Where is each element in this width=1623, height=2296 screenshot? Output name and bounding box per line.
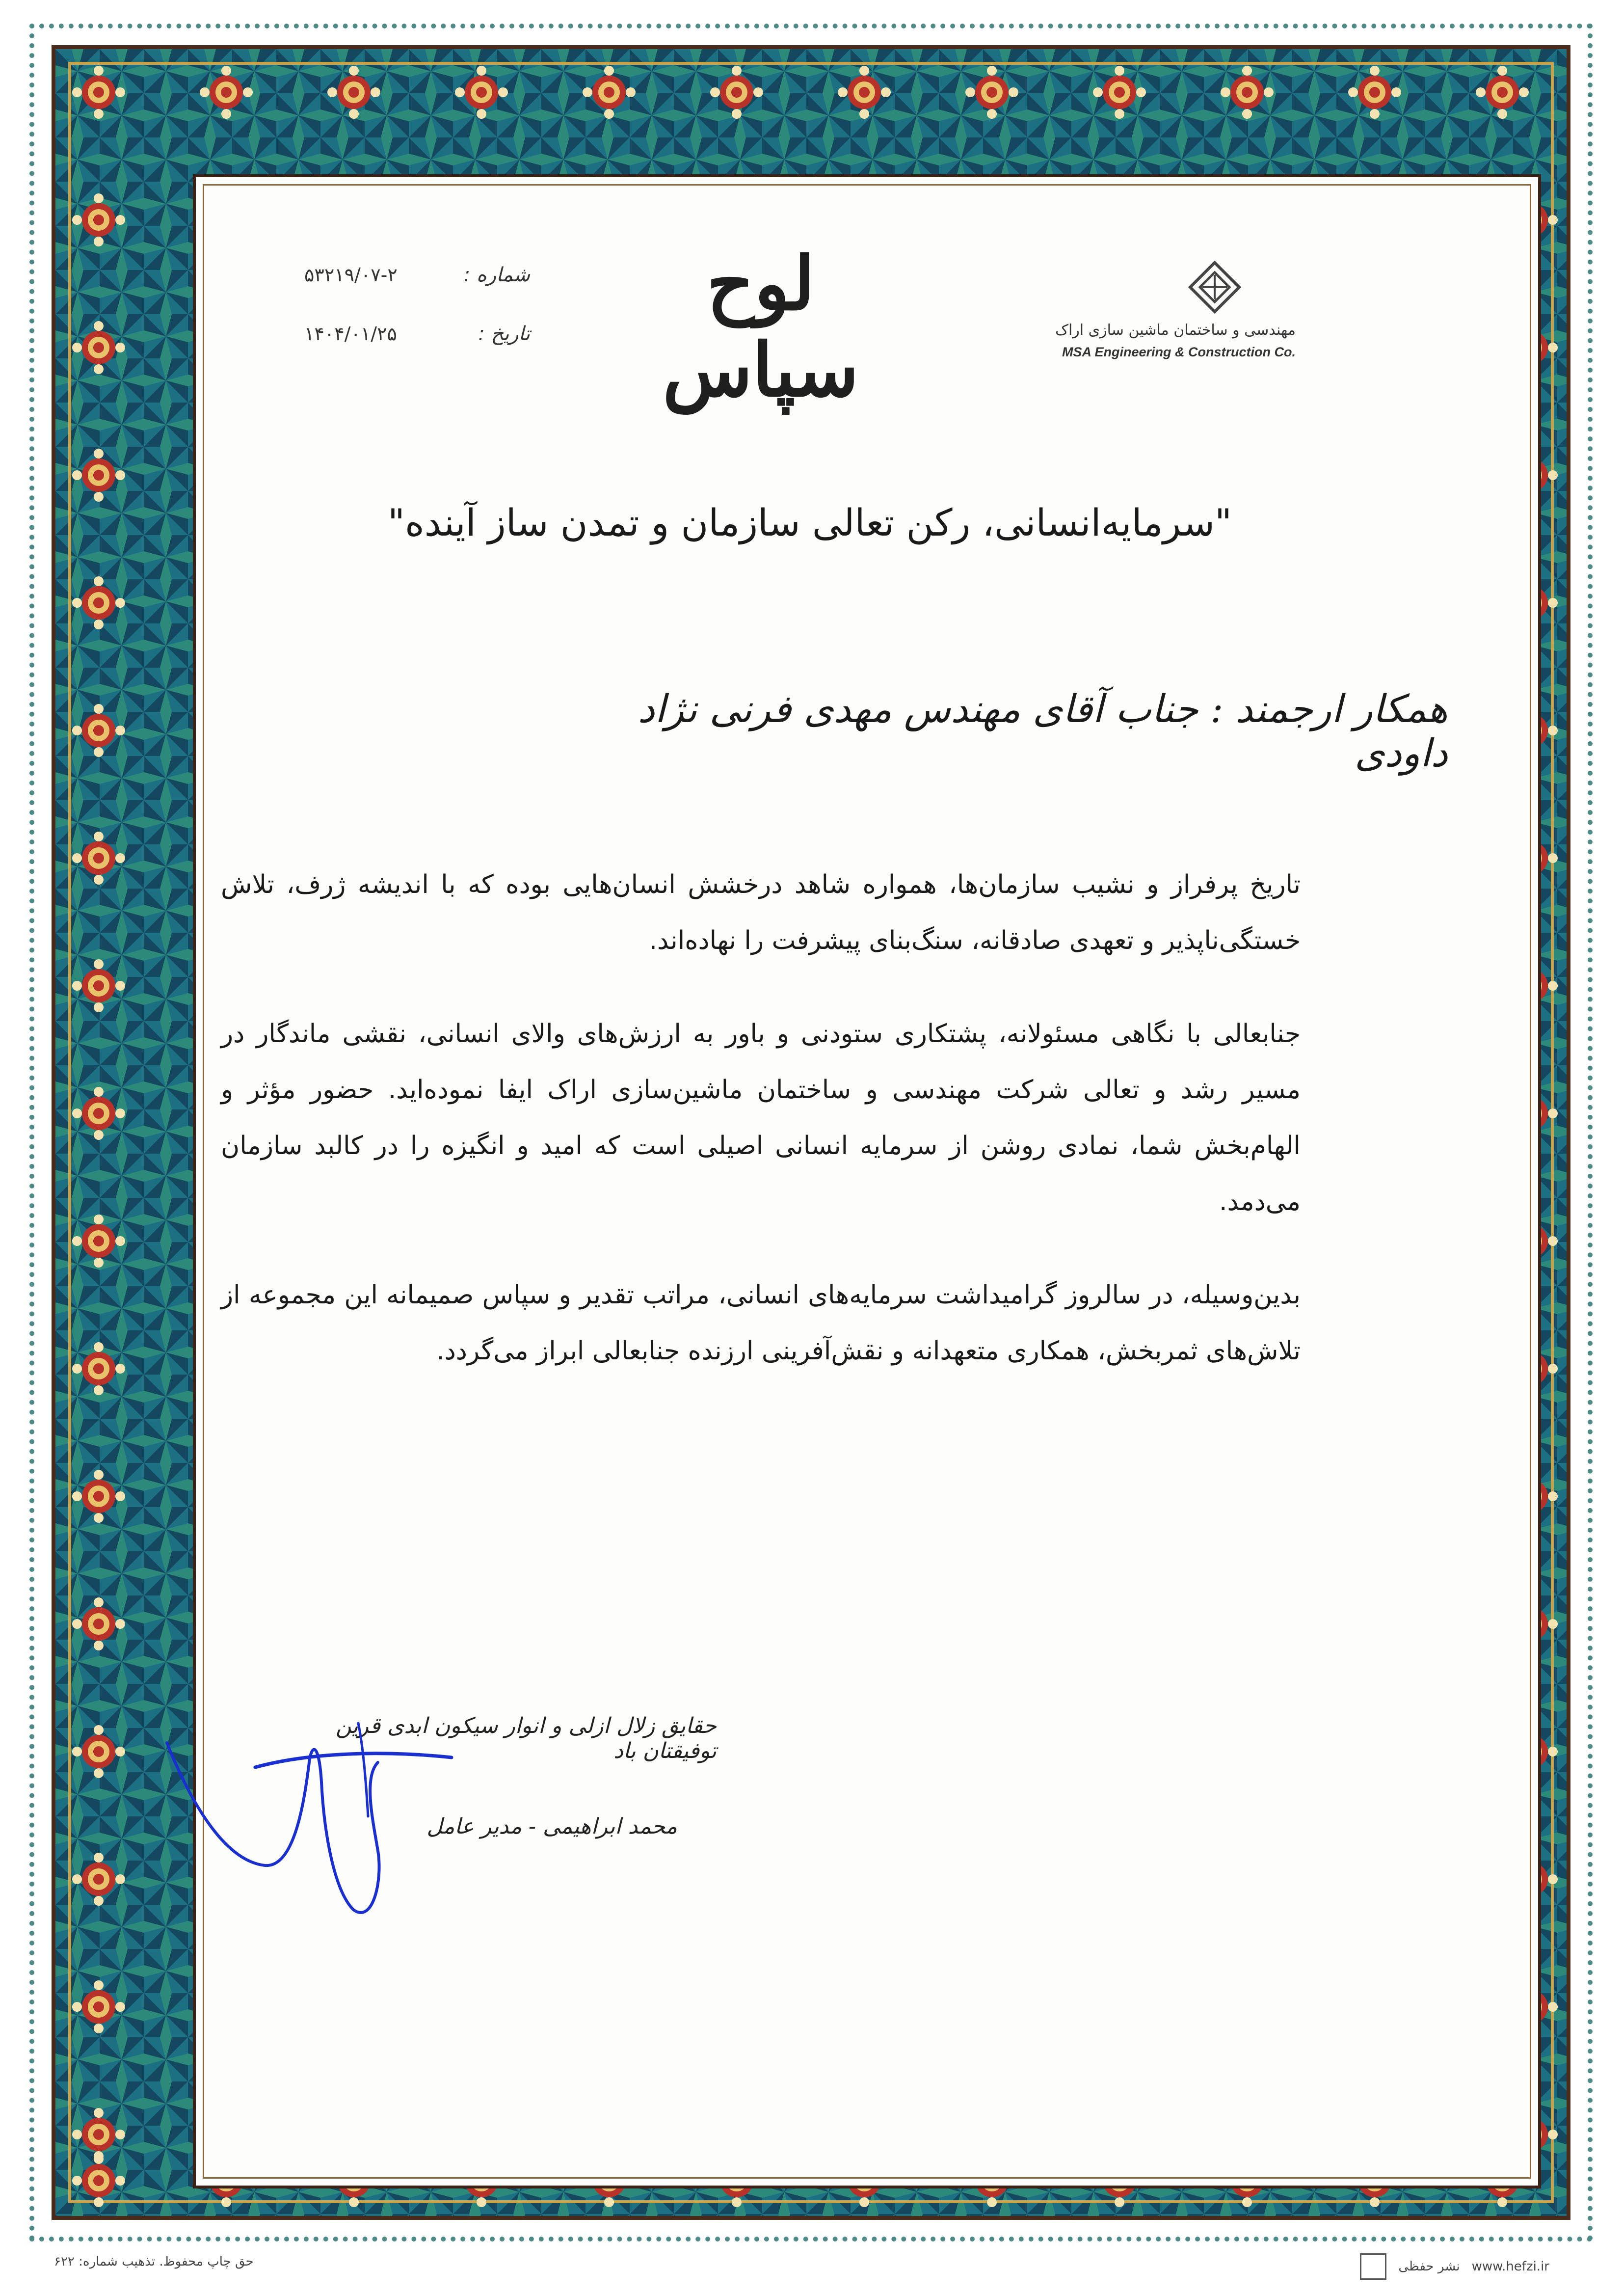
letter-body bbox=[221, 857, 1301, 1416]
frame-rosette bbox=[1221, 66, 1274, 119]
certificate-title bbox=[613, 211, 908, 413]
frame-rosette bbox=[72, 449, 125, 502]
frame-rosette bbox=[72, 704, 125, 757]
addressee: همکار ارجمند : جناب آقای مهندس مهدی فرنی نژاد داودی bbox=[638, 687, 1448, 776]
date-value: ۱۴۰۴/۰۱/۲۵ bbox=[304, 323, 397, 345]
frame-rosette bbox=[710, 66, 763, 119]
frame-rosette bbox=[72, 1725, 125, 1778]
frame-rosette bbox=[72, 193, 125, 246]
frame-rosette bbox=[455, 66, 508, 119]
frame-rosette bbox=[72, 1087, 125, 1140]
frame-rosette bbox=[72, 1470, 125, 1523]
frame-rosette bbox=[1348, 66, 1401, 119]
paragraph-2: جنابعالی با نگاهی مسئولانه، پشتکاری ستودنی و باور به ارزش‌های والای انسانی، نقشی ماندگار در مسیر رشد و تعالی شرکت مهندسی و ساختمان ماشین‌سازی اراک ایفا نموده‌اید. حضور مؤثر و الهام‌بخش شما، نمادی روشن از سرمایه انسانی اصیلی است که امید و انگیزه را در کالبد سازمان می‌دمد. bbox=[221, 1019, 1301, 1216]
frame-rosette bbox=[72, 1980, 125, 2033]
frame-rosette bbox=[965, 66, 1018, 119]
frame-rosette bbox=[72, 321, 125, 374]
frame-rosette bbox=[72, 1215, 125, 1268]
frame-rosette bbox=[1476, 66, 1529, 119]
frame-rosette bbox=[72, 576, 125, 629]
company-name-en: MSA Engineering & Construction Co. bbox=[1062, 345, 1296, 359]
date-row bbox=[304, 304, 530, 363]
frame-rosette bbox=[72, 1342, 125, 1395]
footer-publisher bbox=[1360, 2253, 1549, 2280]
frame-rosette bbox=[72, 832, 125, 885]
frame-rosette bbox=[583, 66, 636, 119]
closing-phrase: حقایق زلال ازلی و انوار سیکون ابدی قرین توفیقتان باد bbox=[335, 1713, 717, 1763]
publisher-logo-icon bbox=[1360, 2253, 1386, 2280]
motto: "سرمایه‌انسانی، رکن تعالی سازمان و تمدن ساز آینده" bbox=[387, 501, 1232, 544]
company-name-fa: مهندسی و ساختمان ماشین سازی اراک bbox=[1055, 322, 1296, 339]
handwritten-signature bbox=[147, 1703, 501, 1978]
number-label: شماره : bbox=[463, 264, 530, 286]
frame-rosette bbox=[72, 2154, 125, 2207]
paragraph-1: تاریخ پرفراز و نشیب سازمان‌ها، همواره شاهد درخشش انسان‌هایی بوده که با اندیشه ژرف، تلاش خستگی‌ناپذیر و تعهدی صادقانه، سنگ‌بنای پیشرفت را نهاده‌اند. bbox=[221, 870, 1301, 955]
frame-rosette bbox=[72, 959, 125, 1012]
paragraph-3: بدین‌وسیله، در سالروز گرامیداشت سرمایه‌های انسانی، مراتب تقدیر و سپاس صمیمانه این مجموعه از تلاش‌های ثمربخش، همکاری متعهدانه و نقش‌آفرینی ارزنده جنابعالی ابراز می‌گردد. bbox=[221, 1280, 1301, 1366]
publisher-site: www.hefzi.ir bbox=[1471, 2259, 1549, 2274]
number-row bbox=[304, 245, 530, 304]
frame-rosette bbox=[838, 66, 891, 119]
title-text: لوح سپاس bbox=[663, 241, 859, 413]
frame-rosette bbox=[72, 1853, 125, 1906]
company-logo bbox=[1021, 260, 1296, 368]
reference-block bbox=[304, 245, 530, 363]
frame-rosette bbox=[327, 66, 380, 119]
frame-rosette bbox=[72, 66, 125, 119]
publisher-name: نشر حفظی bbox=[1398, 2259, 1460, 2274]
number-value: ۵۳۲۱۹/۰۷-۲ bbox=[304, 264, 398, 286]
date-label: تاریخ : bbox=[478, 323, 530, 345]
frame-rosette bbox=[1093, 66, 1146, 119]
frame-rosette bbox=[72, 2108, 125, 2161]
footer-copyright: حق چاپ محفوظ. تذهیب شماره: ۶۲۲ bbox=[54, 2254, 254, 2269]
frame-rosette bbox=[72, 1597, 125, 1650]
signer-name: محمد ابراهیمی - مدیر عامل bbox=[426, 1814, 677, 1839]
frame-rosette bbox=[200, 66, 253, 119]
company-logo-icon bbox=[1188, 260, 1242, 314]
